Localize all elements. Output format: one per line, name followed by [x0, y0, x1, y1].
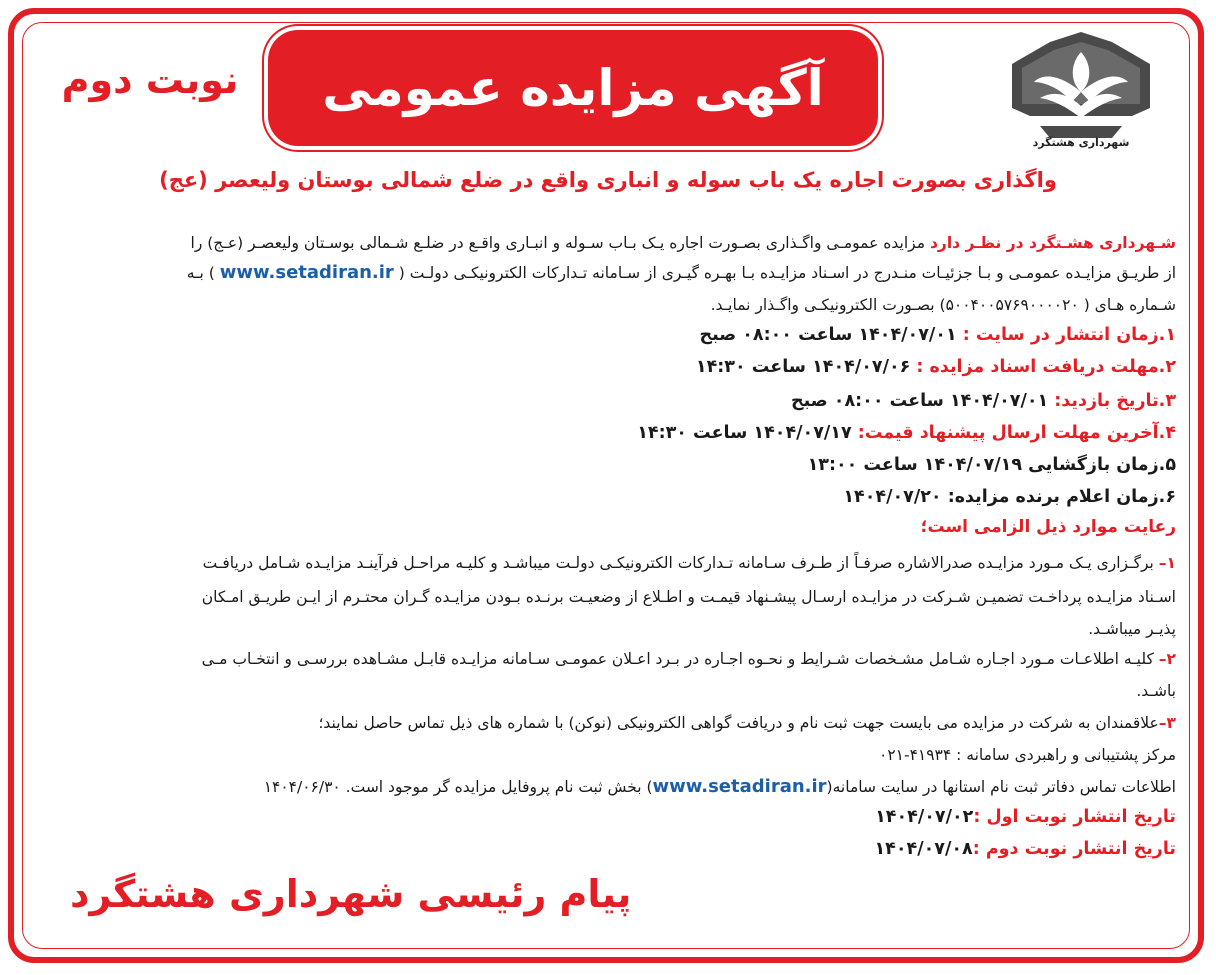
website-link-2[interactable]: www.setadiran.ir [652, 776, 827, 797]
title-banner [268, 30, 878, 146]
intro-line2-text: از طریـق مزایـده عمومـی و بـا جزئیـات منـدرج در اسـناد مزایـده بـا بهـره گیـری از سـامانه تـدارکات الکترونیکـی دولـت ( [398, 264, 1176, 282]
publish-second [875, 838, 1177, 860]
item-value: ۵.زمان بازگشایی ۱۴۰۴/۰۷/۱۹ ساعت ۱۳:۰۰ [807, 455, 1176, 475]
support-line: مرکز پشتیبانی و راهبردی سامانه : ۴۱۹۳۴-۰۲۱ [879, 746, 1176, 764]
intro-line-2 [187, 262, 1176, 284]
item-value: ۱۴۰۴/۰۷/۰۶ ساعت ۱۴:۳۰ [695, 357, 917, 377]
item-label: ۲.مهلت دریافت اسناد مزایده : [916, 357, 1176, 377]
schedule-item-2 [696, 356, 1176, 378]
rule-number: ۳– [1158, 714, 1176, 732]
round-label: نوبت دوم [61, 58, 239, 102]
rule-text: برگـزاری یـک مـورد مزایـده صدرالاشاره صرفـاً از طـرف سـامانه تـدارکات الکترونیکـی دولـت میباشـد و کلیـه مراحـل فرآینـد مزایـده شـامل دریافـت [202, 554, 1159, 572]
item-value: ۱۴۰۴/۰۷/۱۷ ساعت ۱۴:۳۰ [637, 423, 858, 443]
contact-line [264, 776, 1176, 798]
schedule-item-4 [637, 422, 1176, 444]
publish-first-label: تاریخ انتشار نوبت اول : [973, 807, 1176, 827]
item-value: ۱۴۰۴/۰۷/۰۱ ساعت ۰۸:۰۰ صبح [791, 391, 1055, 411]
rule-2-line-1 [202, 648, 1176, 670]
rule-2-line-2: باشـد. [1136, 682, 1176, 700]
publish-second-value: ۱۴۰۴/۰۷/۰۸ [874, 839, 973, 859]
website-link[interactable]: www.setadiran.ir [219, 262, 394, 283]
rule-1-line-3: پذیـر میباشـد. [1088, 620, 1176, 638]
item-value: ۱۴۰۴/۰۷/۰۱ ساعت ۰۸:۰۰ صبح [699, 325, 963, 345]
schedule-item-3 [791, 390, 1176, 412]
rules-title: رعایت موارد ذیل الزامی است؛ [920, 517, 1176, 537]
rule-3-line-1 [318, 712, 1176, 734]
item-label: ۱.زمان انتشار در سایت : [962, 325, 1176, 345]
intro-line2-end: ) بـه [186, 264, 215, 282]
rule-text: علاقمندان به شرکت در مزایده می بایست جهت ثبت نام و دریافت گواهی الکترونیکی (نوکن) با شماره های ذیل تماس حاصل نمایند؛ [318, 714, 1159, 732]
rule-1-line-1 [203, 552, 1176, 574]
contact-text-b: ) بخش ثبت نام پروفایل مزایده گر موجود است. ۱۴۰۴/۰۶/۳۰ [263, 778, 653, 796]
schedule-item-1 [699, 324, 1176, 346]
schedule-item-5 [808, 454, 1176, 476]
logo-caption: شهرداری هشتگرد [1032, 136, 1130, 149]
publish-second-label: تاریخ انتشار نوبت دوم : [972, 839, 1176, 859]
rule-number: ۱– [1158, 554, 1176, 572]
item-value: ۶.زمان اعلام برنده مزایده: ۱۴۰۴/۰۷/۲۰ [843, 487, 1176, 507]
rule-1-line-2: اسـناد مزایـده پرداخـت تضمیـن شـرکت در مزایـده ارسـال پیشـنهاد قیمـت و اطـلاع از وضعیـت برنـده بـودن مزایـده گـران محتـرم از ایـن طریـق امـکان [201, 588, 1176, 606]
page-title: آگهی مزایده عمومی [322, 59, 824, 117]
publish-first [875, 806, 1176, 828]
publish-first-value: ۱۴۰۴/۰۷/۰۲ [875, 807, 974, 827]
intro-lead: شـهرداری هشـتگرد در نظـر دارد [929, 234, 1176, 252]
item-label: ۴.آخرین مهلت ارسال پیشنهاد قیمت: [857, 423, 1176, 443]
schedule-item-6 [843, 486, 1176, 508]
intro-line1-rest: مزایده عمومـی واگـذاری بصـورت اجاره یـک بـاب سـوله و انبـاری واقـع در ضلـع شـمالی بوسـتان ولیعصـر (عـج) را [190, 234, 930, 252]
rule-number: ۲– [1158, 650, 1176, 668]
intro-line-1 [191, 232, 1176, 254]
notice-subtitle: واگذاری بصورت اجاره یک باب سوله و انباری واقع در ضلع شمالی بوستان ولیعصر (عج) [159, 168, 1057, 192]
intro-line-3: شـماره هـای ( ۵۰۰۴۰۰۵۷۶۹۰۰۰۰۲۰) بصـورت الکترونیکـی واگـذار نمایـد. [710, 296, 1176, 314]
footer-signature: پیام رئیسی شهرداری هشتگرد [70, 872, 632, 916]
contact-text-a: اطلاعات تماس دفاتر ثبت نام استانها در سایت سامانه( [826, 778, 1176, 796]
item-label: ۳.تاریخ بازدید: [1054, 391, 1176, 411]
rule-text: کلیـه اطلاعـات مـورد اجـاره شـامل مشـخصات شـرایط و نحـوه اجـاره در بـرد اعـلان عمومـی سـامانه مزایـده قابـل مشـاهده بررسـی و انتخـاب مـی [201, 650, 1159, 668]
